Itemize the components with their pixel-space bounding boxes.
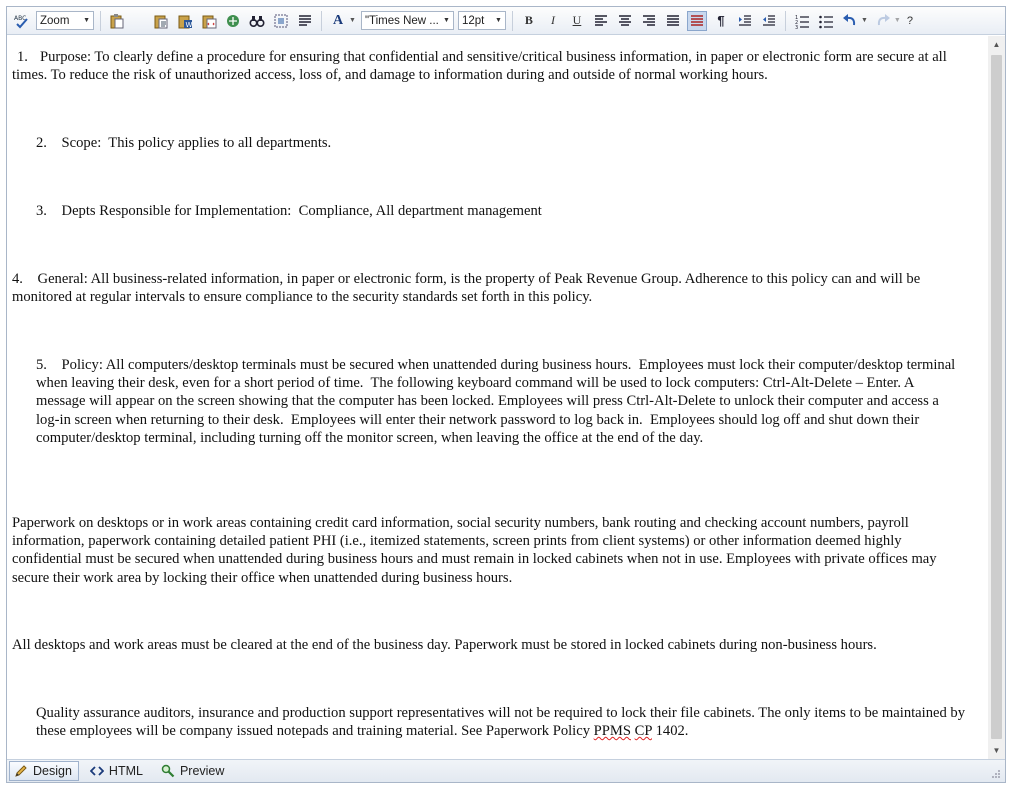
font-name-value: "Times New ... (364, 14, 439, 27)
paste-word-icon[interactable] (175, 11, 195, 31)
paste-html-icon[interactable] (199, 11, 219, 31)
document-body[interactable] (7, 36, 988, 759)
rich-text-editor (6, 6, 1006, 783)
font-size-value: 12pt (461, 14, 485, 27)
vertical-scrollbar[interactable] (988, 36, 1005, 759)
paragraph-text: Purpose: To clearly define a procedure for ensuring that confidential and sensitive/critical business information, in paper or electronic form are secure at all times. To reduce the risk of unauthorized access, loss of, and damage to information during and outside of normal working hours. (12, 49, 947, 84)
chevron-down-icon[interactable]: ▼ (860, 17, 868, 24)
svg-text:1: 1 (794, 14, 799, 21)
code-icon (90, 764, 104, 778)
redo-icon[interactable] (873, 11, 893, 31)
paragraph-purpose (12, 48, 967, 84)
font-color-icon[interactable]: A (332, 12, 344, 28)
paragraph-style-icon[interactable] (295, 11, 315, 31)
undo-icon[interactable] (840, 11, 860, 31)
scroll-up-icon[interactable]: ▲ (992, 40, 1001, 49)
resize-grip-icon[interactable] (991, 769, 1001, 779)
policy-reference: PPMS (593, 723, 631, 740)
paste-text-icon[interactable] (151, 11, 171, 31)
tab-preview[interactable] (156, 761, 231, 781)
tab-design[interactable] (9, 761, 79, 781)
highlight-icon[interactable] (687, 11, 707, 31)
bold-icon[interactable]: B (524, 13, 533, 27)
paragraph-mark-icon[interactable]: ¶ (717, 13, 725, 28)
paragraph-paperwork: Paperwork on desktops or in work areas containing credit card information, social security numbers, bank routing and checking account numbers, payroll information, paperwork containing detailed patient PHI (i.e., itemized statements, screen prints from client systems) or other information deemed highly confidential must be secured when unattended during business hours and must remain in locked cabinets when not in use. Employees with private offices may secure their work area by locking their office when unattended during business hours. (12, 515, 937, 586)
svg-text:3: 3 (794, 24, 799, 29)
editor-toolbar (7, 7, 1005, 35)
paragraph-scope: 2. Scope: This policy applies to all departments. (36, 135, 332, 151)
pencil-icon (14, 764, 28, 778)
justify-icon[interactable] (663, 11, 683, 31)
paragraph-text: Quality assurance auditors, insurance and production support representatives will not be required to lock their file cabinets. The only items to be maintained by these employees will be company issued notepads and training material. See Paperwork Policy (36, 705, 966, 740)
toolbar-separator (321, 11, 322, 31)
align-right-icon[interactable] (639, 11, 659, 31)
tab-html[interactable] (85, 761, 150, 781)
numbered-list-icon[interactable] (792, 11, 812, 31)
paragraph-text: 1402. (651, 723, 689, 740)
indent-icon[interactable] (735, 11, 755, 31)
help-button[interactable]: ? (906, 14, 913, 27)
select-all-icon[interactable] (271, 11, 291, 31)
zoom-select[interactable] (36, 11, 94, 30)
align-center-icon[interactable] (615, 11, 635, 31)
svg-text:2: 2 (794, 19, 799, 26)
chevron-down-icon: ▼ (83, 17, 90, 24)
scrollbar-thumb[interactable] (991, 55, 1002, 739)
paragraph-depts: 3. Depts Responsible for Implementation: Compliance, All department management (36, 203, 542, 219)
italic-icon[interactable]: I (550, 13, 555, 27)
policy-reference: CP (634, 723, 652, 740)
chevron-down-icon[interactable]: ▼ (349, 17, 356, 24)
list-number: 1. (17, 49, 28, 65)
svg-text:W: W (185, 20, 193, 29)
font-name-select[interactable] (361, 11, 454, 30)
find-replace-icon[interactable] (223, 11, 243, 31)
chevron-down-icon: ▼ (495, 17, 502, 24)
outdent-icon[interactable] (759, 11, 779, 31)
tab-label: Design (33, 764, 72, 778)
toolbar-separator (512, 11, 513, 31)
paragraph-quality-assurance (36, 704, 966, 740)
svg-text:ABC: ABC (14, 14, 27, 22)
find-icon[interactable] (247, 11, 267, 31)
paste-icon[interactable] (107, 11, 127, 31)
tab-label: Preview (179, 764, 225, 778)
mode-bar (7, 759, 1005, 782)
paragraph-policy: 5. Policy: All computers/desktop terminals must be secured when unattended during business hours. Employees must lock their computer/desktop terminal when leaving their desk, even for a short period of time. The following keyboard command will be used to lock computers: Ctrl-Alt-Delete – Enter. A message will appear on the screen showing that the computer has been locked. Employees will press Ctrl-Alt-Delete to unlock their computer and access a log-in screen when returning to their desk. Employees will enter their network password to log back in. Employees should log off and shut down their computer/desktop terminal, including turning off the monitor screen, when leaving the office at the end of the day. (36, 357, 959, 446)
toolbar-separator (100, 11, 101, 31)
font-size-select[interactable] (458, 11, 506, 30)
tab-label: HTML (108, 764, 143, 778)
bullet-list-icon[interactable] (816, 11, 836, 31)
toolbar-separator (785, 11, 786, 31)
underline-icon[interactable]: U (572, 13, 582, 27)
scroll-down-icon[interactable]: ▼ (992, 746, 1001, 755)
align-left-icon[interactable] (591, 11, 611, 31)
zoom-label: Zoom (40, 14, 70, 27)
paragraph-clear-desk: All desktops and work areas must be cleared at the end of the business day. Paperwork must be stored in locked cabinets during non-business hours. (12, 637, 877, 653)
paragraph-general: 4. General: All business-related information, in paper or electronic form, is the property of Peak Revenue Group. Adherence to this policy can and will be monitored at regular intervals to ensure compliance to the security standards set forth in this policy. (12, 271, 924, 306)
chevron-down-icon[interactable]: ▼ (893, 17, 901, 24)
spellcheck-icon[interactable] (12, 11, 32, 31)
magnifier-icon (161, 764, 175, 778)
chevron-down-icon: ▼ (443, 17, 450, 24)
